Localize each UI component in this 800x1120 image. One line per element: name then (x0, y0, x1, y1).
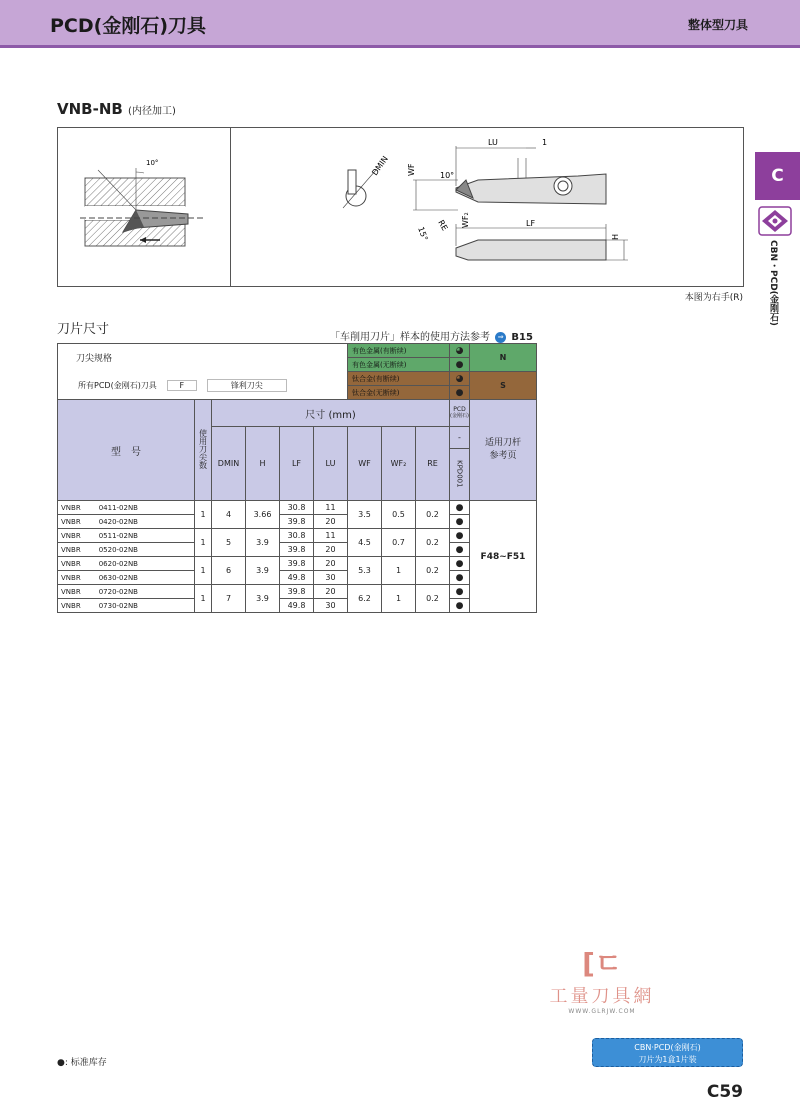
lu-cell: 20 (314, 543, 348, 557)
material-name: 有色金属(无断续) (348, 358, 450, 372)
re-label: RE (436, 218, 450, 233)
dmin-cell: 6 (212, 557, 246, 585)
table-row (58, 599, 537, 613)
edges-cell: 1 (195, 501, 212, 529)
stock-mark-cell: ● (450, 515, 470, 529)
wf-label: WF (407, 163, 416, 176)
insert-shape-icon (758, 206, 792, 236)
model-cell (58, 585, 195, 599)
section-title-text: VNB-NB (57, 100, 123, 118)
model-code: 0411-02NB (98, 503, 138, 512)
re-cell: 0.2 (416, 529, 450, 557)
stock-mark-cell: ● (450, 585, 470, 599)
wf2-cell: 0.5 (382, 501, 416, 529)
packaging-line-1: CBN·PCD(金刚石) (634, 1043, 701, 1052)
watermark-logo: [ㄷ (582, 947, 622, 980)
stock-mark-cell: ● (450, 571, 470, 585)
dimension-col-header: WF (348, 427, 382, 501)
lf-cell: 39.8 (280, 557, 314, 571)
spec-edge-type: 锋利刀尖 (207, 379, 287, 392)
stock-mark-cell: ● (450, 501, 470, 515)
material-name: 钛合金(无断续) (348, 386, 450, 400)
grade-header: PCD (453, 406, 466, 413)
lf-label: LF (526, 219, 536, 228)
edges-header: 使用刀尖数 (198, 429, 208, 469)
model-type: VNBR (61, 531, 81, 540)
model-cell (58, 501, 195, 515)
tool-diagram (57, 127, 744, 287)
one-label: 1 (542, 138, 548, 147)
header-category: 整体型刀具 (687, 18, 748, 32)
lu-label: LU (488, 138, 498, 147)
model-header: 型 号 (58, 400, 195, 501)
table-row (58, 501, 537, 515)
spec-label-cell (58, 344, 348, 372)
table-row (58, 585, 537, 599)
material-name: 有色金属(有断续) (348, 344, 450, 358)
header-row (58, 400, 537, 427)
packaging-line-2: 刀片为1盒1片装 (638, 1055, 697, 1064)
spec-label: 刀尖规格 (76, 354, 113, 365)
table-row (58, 529, 537, 543)
reference-note[interactable] (330, 328, 533, 343)
model-type: VNBR (61, 545, 81, 554)
model-code: 0630-02NB (98, 573, 138, 582)
model-code: 0730-02NB (98, 601, 138, 610)
material-row (58, 372, 537, 386)
wf2-cell: 0.7 (382, 529, 416, 557)
insert-side-view (456, 224, 628, 260)
edges-cell: 1 (195, 529, 212, 557)
wf-cell: 3.5 (348, 501, 382, 529)
model-cell (58, 529, 195, 543)
hand-note: 本图为右手(R) (684, 293, 743, 303)
dmin-cell: 4 (212, 501, 246, 529)
model-code: 0620-02NB (98, 559, 138, 568)
watermark (532, 942, 672, 1015)
grade-header-cell (450, 400, 470, 427)
lu-cell: 20 (314, 557, 348, 571)
watermark-url: WWW.GLRJW.COM (568, 1008, 636, 1015)
material-row (58, 344, 537, 358)
model-type: VNBR (61, 587, 81, 596)
angle-label-10: 10° (440, 171, 455, 180)
lf-cell: 30.8 (280, 501, 314, 515)
edges-cell: 1 (195, 557, 212, 585)
stock-mark-cell: ● (450, 557, 470, 571)
wf-cell: 4.5 (348, 529, 382, 557)
wf2-label: WF₂ (461, 212, 470, 228)
dimension-col-header: H (246, 427, 280, 501)
material-mark: ● (450, 358, 470, 372)
dmin-cell: 7 (212, 585, 246, 613)
lu-cell: 11 (314, 501, 348, 515)
insert-spec-table (57, 343, 537, 613)
dimension-col-header: LF (280, 427, 314, 501)
section-title (57, 100, 176, 118)
lf-cell: 39.8 (280, 543, 314, 557)
lu-cell: 30 (314, 599, 348, 613)
section-subtitle: (内径加工) (128, 106, 176, 117)
page-header (0, 0, 800, 48)
angle-label-top: 10° (146, 159, 159, 167)
h-cell: 3.9 (246, 557, 280, 585)
lu-cell: 20 (314, 515, 348, 529)
dimension-col-header: DMIN (212, 427, 246, 501)
lf-cell: 49.8 (280, 599, 314, 613)
spec-tool-type: 所有PCD(金刚石)刀具 (78, 380, 157, 390)
material-group: N (470, 344, 537, 372)
edges-cell: 1 (195, 585, 212, 613)
re-cell: 0.2 (416, 557, 450, 585)
grade-dash: - (450, 427, 470, 449)
table-row (58, 571, 537, 585)
h-cell: 3.66 (246, 501, 280, 529)
header-title: PCD(金刚石)刀具 (50, 15, 207, 37)
wf-cell: 6.2 (348, 585, 382, 613)
h-cell: 3.9 (246, 585, 280, 613)
model-type: VNBR (61, 573, 81, 582)
arrow-icon: ⇒ (495, 332, 506, 343)
model-code: 0420-02NB (98, 517, 138, 526)
chapter-side-label: CBN・PCD(金刚石) (768, 240, 778, 326)
diagram-drawing (58, 128, 745, 288)
model-type: VNBR (61, 517, 81, 526)
lu-cell: 20 (314, 585, 348, 599)
material-mark: ◕ (450, 372, 470, 386)
boring-view (80, 168, 206, 246)
lu-cell: 11 (314, 529, 348, 543)
packaging-badge (592, 1038, 743, 1067)
reference-page[interactable]: B15 (511, 332, 533, 343)
grade-subheader: (金刚石) (450, 413, 469, 419)
chapter-tab[interactable]: C (755, 152, 800, 200)
table-title: 刀片尺寸 (57, 322, 110, 337)
model-type: VNBR (61, 601, 81, 610)
lf-cell: 39.8 (280, 585, 314, 599)
h-label: H (611, 233, 620, 240)
lf-cell: 30.8 (280, 529, 314, 543)
dmin-label: DMIN (370, 154, 390, 178)
spec-edge-code: F (167, 380, 197, 391)
stock-mark-cell: ● (450, 543, 470, 557)
model-type: VNBR (61, 559, 81, 568)
holder-header: 适用刀杆 参考页 (470, 400, 537, 501)
lu-cell: 30 (314, 571, 348, 585)
lf-cell: 49.8 (280, 571, 314, 585)
edges-header-cell (195, 400, 212, 501)
material-group: S (470, 372, 537, 400)
page-number: C59 (706, 1082, 743, 1102)
wf-cell: 5.3 (348, 557, 382, 585)
model-cell (58, 515, 195, 529)
table-row (58, 515, 537, 529)
model-cell (58, 557, 195, 571)
table-row (58, 543, 537, 557)
dmin-cell: 5 (212, 529, 246, 557)
stock-legend: ●: 标准库存 (57, 1058, 107, 1068)
dmin-view (343, 170, 376, 208)
lf-cell: 39.8 (280, 515, 314, 529)
model-cell (58, 543, 195, 557)
wf2-cell: 1 (382, 585, 416, 613)
grade-name-cell (450, 449, 470, 501)
reference-text: 「车削用刀片」样本的使用方法参考 (330, 332, 490, 343)
angle-label-15: 15° (416, 225, 430, 243)
model-code: 0511-02NB (98, 531, 138, 540)
re-cell: 0.2 (416, 501, 450, 529)
dimension-col-header: WF₂ (382, 427, 416, 501)
model-cell (58, 571, 195, 585)
re-cell: 0.2 (416, 585, 450, 613)
material-mark: ● (450, 386, 470, 400)
grade-name: KPD001 (455, 459, 464, 488)
spec-row-cell (58, 372, 348, 400)
material-mark: ◕ (450, 344, 470, 358)
holder-ref-cell: F48~F51 (470, 501, 537, 613)
stock-mark-cell: ● (450, 599, 470, 613)
model-cell (58, 599, 195, 613)
h-cell: 3.9 (246, 529, 280, 557)
material-name: 钛合金(有断续) (348, 372, 450, 386)
model-code: 0520-02NB (98, 545, 138, 554)
dimension-col-header: RE (416, 427, 450, 501)
dimension-header: 尺寸 (mm) (212, 400, 450, 427)
dimension-col-header: LU (314, 427, 348, 501)
model-type: VNBR (61, 503, 81, 512)
wf2-cell: 1 (382, 557, 416, 585)
watermark-text: 工量刀具網 (549, 986, 655, 1007)
stock-mark-cell: ● (450, 529, 470, 543)
model-code: 0720-02NB (98, 587, 138, 596)
table-row (58, 557, 537, 571)
